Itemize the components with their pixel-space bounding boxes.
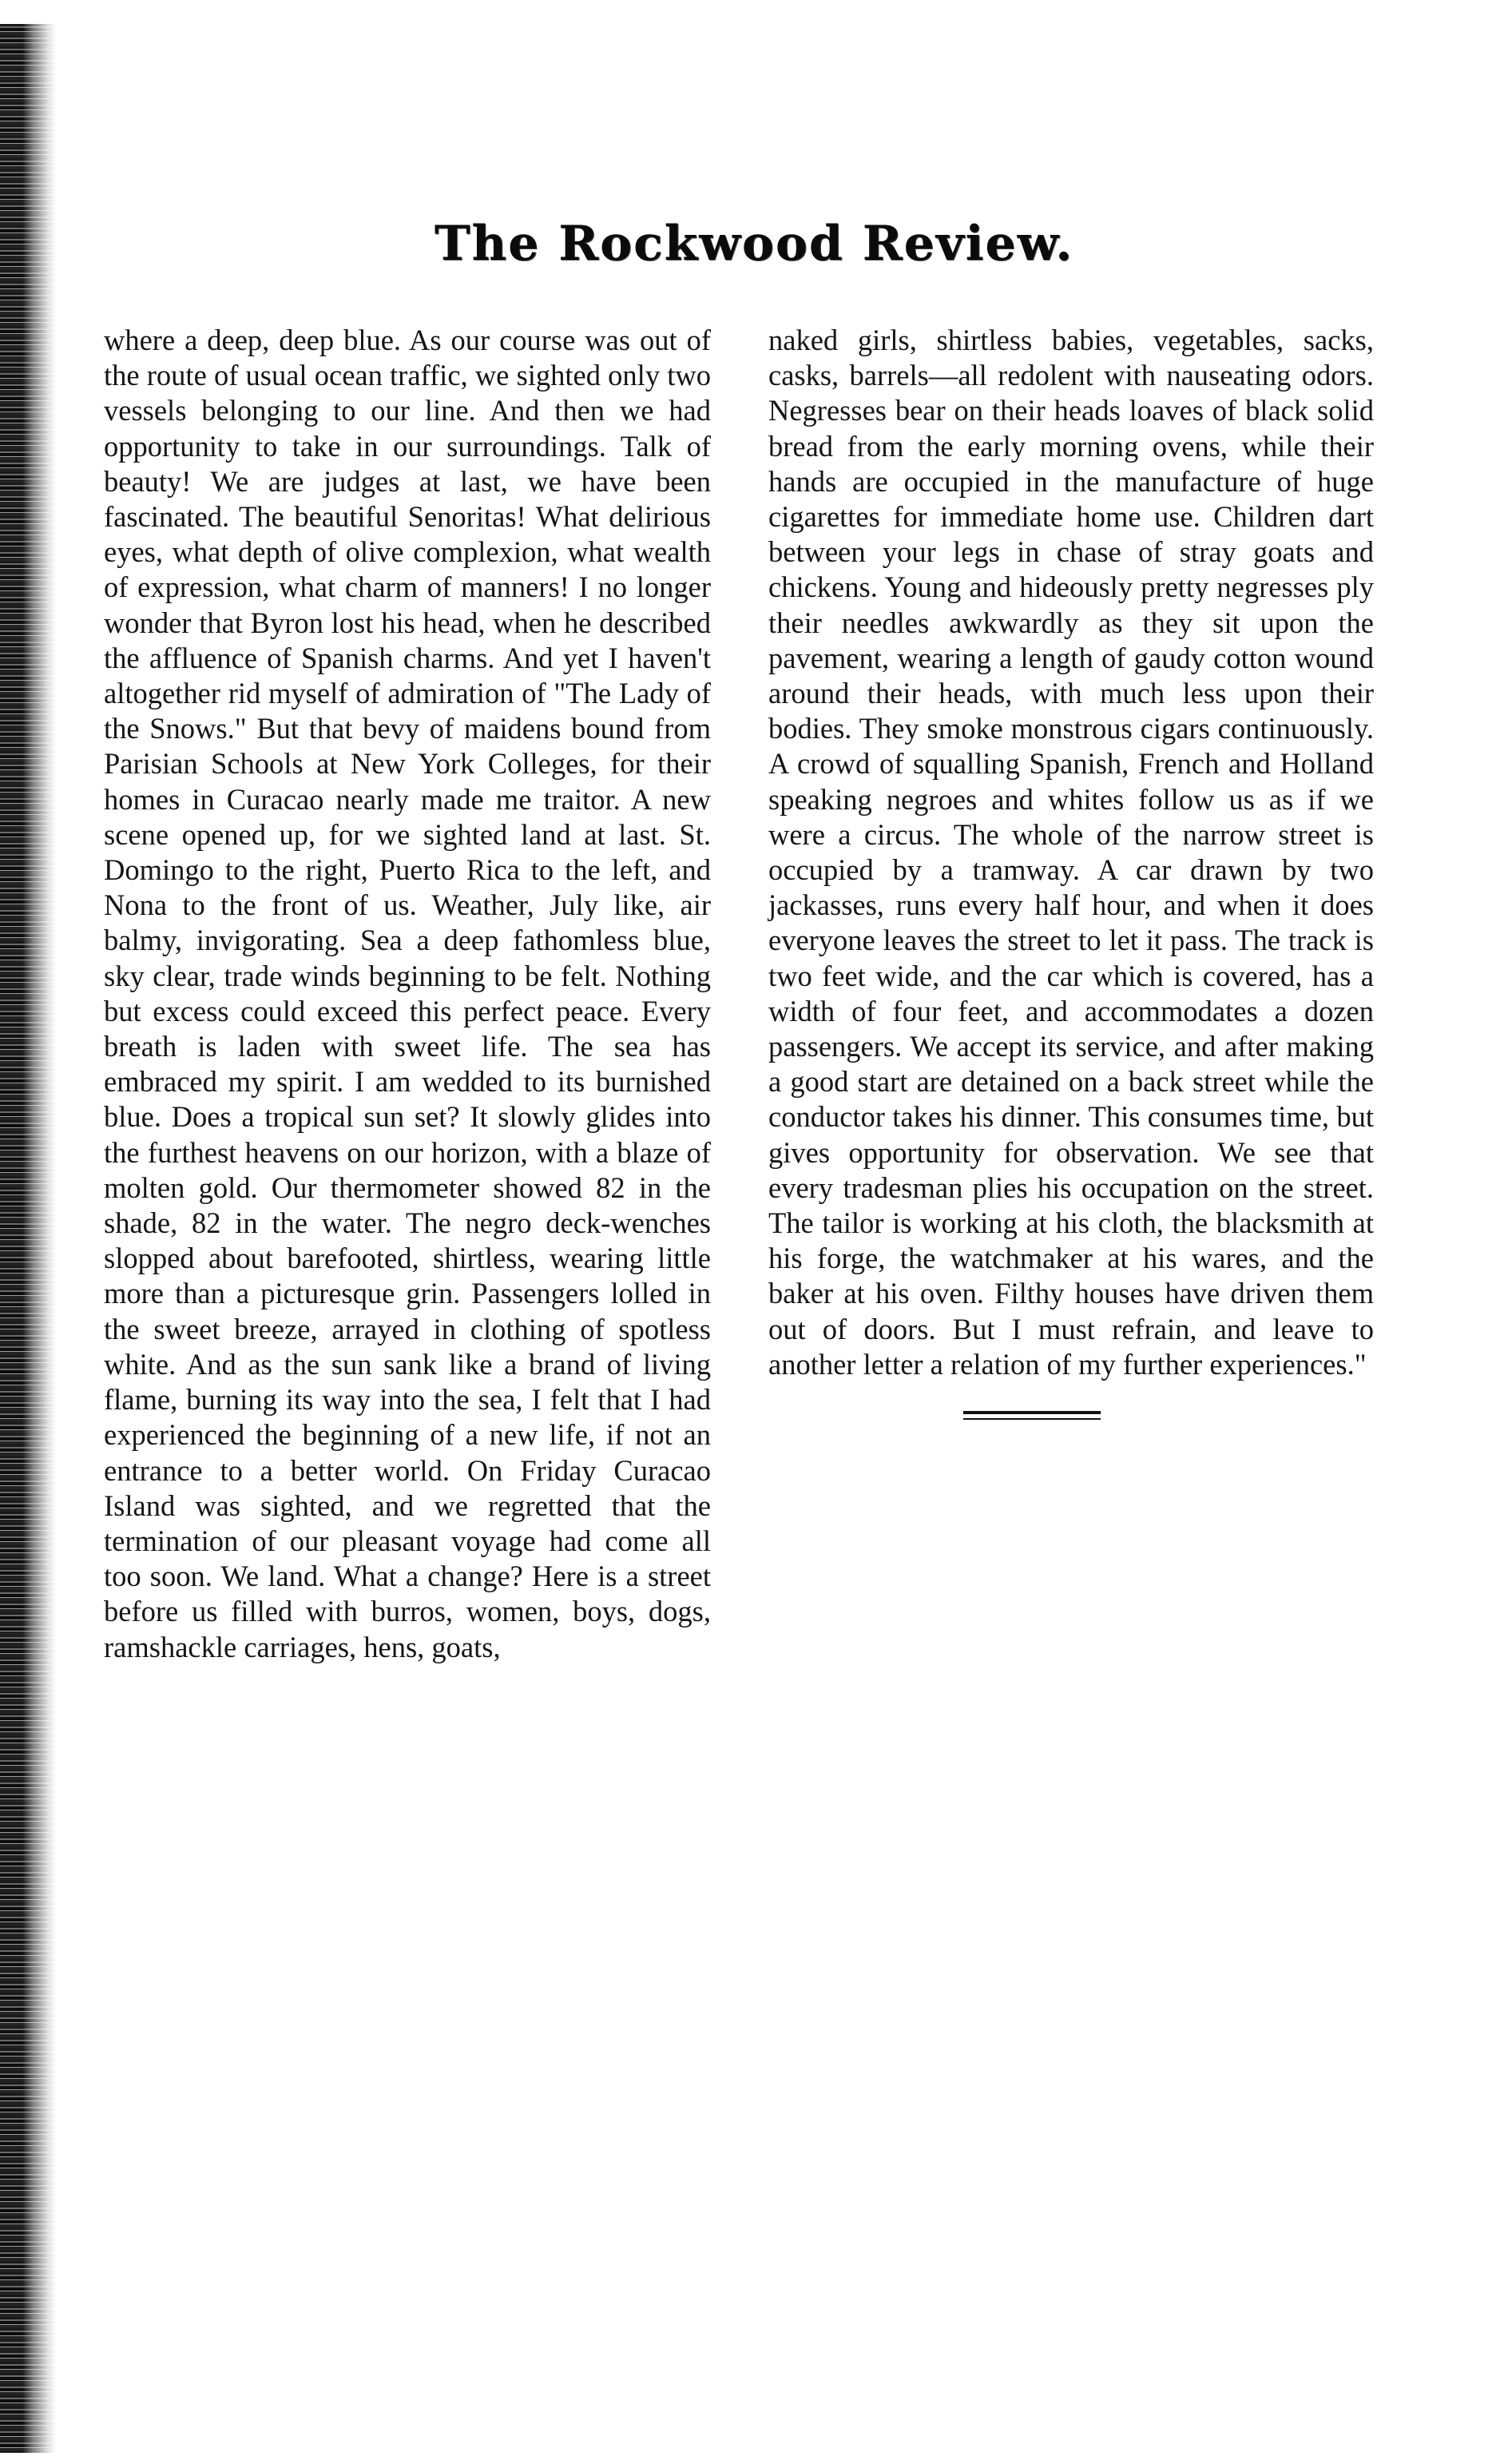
article-column-right bbox=[768, 323, 1374, 1424]
masthead-title: The Rockwood Review. bbox=[434, 216, 1074, 272]
article-column-left bbox=[104, 323, 711, 1665]
end-of-article-rule bbox=[963, 1411, 1101, 1420]
article-text-left: where a deep, deep blue. As our course was out of the route of usual ocean traffic, we sighted only two vessels belonging to our line. And then we had opportunity to take in our surroundings. Talk of beauty! We are judges at last, we have been fascinated. The beautiful Senoritas! What delirious eyes, what depth of olive complexion, what wealth of expression, what charm of manners! I no longer wonder that Byron lost his head, when he described the affluence of Spanish charms. And yet I haven't altogether rid myself of admiration of "The Lady of the Snows." But that bevy of maidens bound from Parisian Schools at New York Colleges, for their homes in Curacao nearly made me traitor. A new scene opened up, for we sighted land at last. St. Domingo to the right, Puerto Rica to the left, and Nona to the front of us. Weather, July like, air balmy, invigorating. Sea a deep fathomless blue, sky clear, trade winds beginning to be felt. Nothing but excess could exceed this perfect peace. Every breath is laden with sweet life. The sea has embraced my spirit. I am wedded to its burnished blue. Does a tropical sun set? It slowly glides into the furthest heavens on our horizon, with a blaze of molten gold. Our thermometer showed 82 in the shade, 82 in the water. The negro deck-wenches slopped about barefooted, shirtless, wearing little more than a picturesque grin. Passengers lolled in the sweet breeze, arrayed in clothing of spotless white. And as the sun sank like a brand of living flame, burning its way into the sea, I felt that I had experienced the beginning of a new life, if not an entrance to a better world. On Friday Curacao Island was sighted, and we regretted that the termination of our pleasant voyage had come all too soon. We land. What a change? Here is a street before us filled with burros, women, boys, dogs, ramshackle carriages, hens, goats, bbox=[104, 324, 711, 1663]
page-binding-edge bbox=[0, 24, 56, 2453]
article-text-right: naked girls, shirtless babies, vegetables, sacks, casks, barrels—all redolent with nauseating odors. Negresses bear on their heads loaves of black solid bread from the early morning ovens, while their hands are occupied in the manufacture of huge cigarettes for immediate home use. Children dart between your legs in chase of stray goats and chickens. Young and hideously pretty negresses ply their needles awkwardly as they sit upon the pavement, wearing a length of gaudy cotton wound around their heads, with much less upon their bodies. They smoke monstrous cigars continuously. A crowd of squalling Spanish, French and Holland speaking negroes and whites follow us as if we were a circus. The whole of the narrow street is occupied by a tramway. A car drawn by two jackasses, runs every half hour, and when it does everyone leaves the street to let it pass. The track is two feet wide, and the car which is covered, has a width of four feet, and accommodates a dozen passengers. We accept its service, and after making a good start are detained on a back street while the conductor takes his dinner. This consumes time, but gives opportunity for observation. We see that every tradesman plies his occupation on the street. The tailor is working at his cloth, the blacksmith at his forge, the watchmaker at his wares, and the baker at his oven. Filthy houses have driven them out of doors. But I must refrain, and leave to another letter a relation of my further experiences." bbox=[768, 324, 1374, 1381]
